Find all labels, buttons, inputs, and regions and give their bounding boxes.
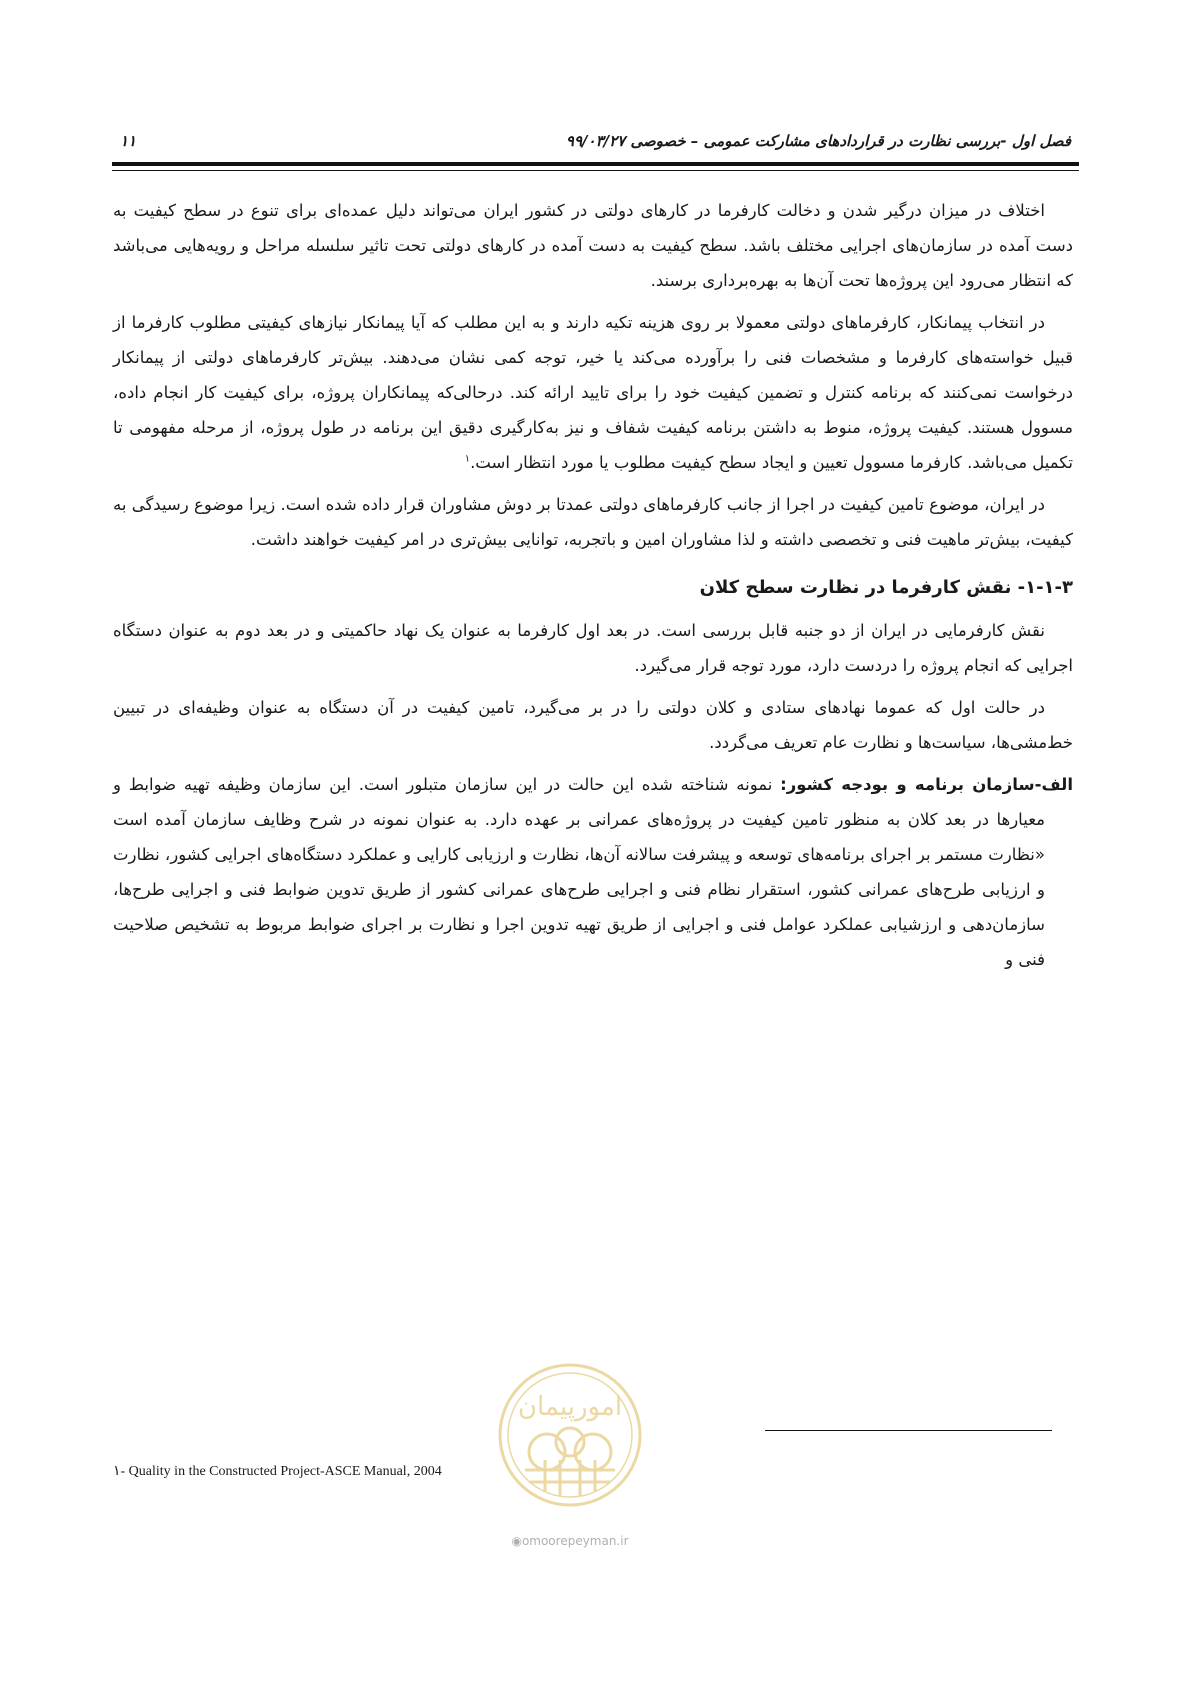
watermark-logo-text: امورپیمان: [517, 1392, 623, 1422]
section-paragraph-2: در حالت اول که عموما نهادهای ستادی و کلان دولتی را در بر می‌گیرد، تامین کیفیت در آن دستگاه به عنوان وظیفه‌ای در تبیین خط‌مشی‌ها، سیاست‌ها و نظارت عام تعریف می‌گردد.: [113, 698, 1073, 752]
running-header-title: فصل اول -بررسی نظارت در قراردادهای مشارکت عمومی – خصوصی ۹۹/۰۳/۲۷: [565, 132, 1071, 150]
list-item-a-label: الف-سازمان برنامه و بودجه کشور:: [780, 775, 1073, 794]
header-rule-thick: [112, 162, 1079, 166]
list-item-a-text: نمونه شناخته شده این حالت در این سازمان متبلور است. این سازمان وظیفه تهیه ضوابط و معیارها در بعد کلان به منظور تامین کیفیت در پروژه‌های عمرانی بر عهده دارد. به عنوان نمونه در شرح وظایف سازمان آمده است «نظارت مستمر بر اجرای برنامه‌های توسعه و پیشرفت سالانه آن‌ها، نظارت و ارزیابی کارایی و عملکرد دستگاه‌های اجرایی کشور، نظارت و ارزیابی طرح‌های عمرانی کشور، استقرار نظام فنی و اجرایی طرح‌های عمرانی کشور از طریق تدوین ضوابط فنی و اجرایی طرح‌ها، سازمان‌دهی و ارزشیابی عملکرد عوامل فنی و اجرایی از طریق تهیه تدوین اجرا و نظارت بر اجرای ضوابط مربوط به تشخیص صلاحیت فنی و: [113, 775, 1045, 969]
body-text: [113, 193, 1073, 984]
footnote-rule: [765, 1430, 1052, 1431]
watermark-logo: [495, 1360, 645, 1510]
paragraph-1: اختلاف در میزان درگیر شدن و دخالت کارفرما در کارهای دولتی در کشور ایران می‌تواند دلیل عمده‌ای برای تنوع در سطح کیفیت به دست آمده در سازمان‌های اجرایی مختلف باشد. سطح کیفیت به دست آمده در کارهای دولتی تحت تاثیر سلسله مراحل و رویه‌هایی می‌باشد که انتظار می‌رود این پروژه‌ها تحت آن‌ها به بهره‌برداری برسند.: [113, 201, 1073, 290]
watermark-url: [470, 1534, 670, 1548]
section-paragraph-1: نقش کارفرمایی در ایران از دو جنبه قابل بررسی است. در بعد اول کارفرما به عنوان یک نهاد حاکمیتی و در بعد دوم به عنوان دستگاه اجرایی که انجام پروژه را دردست دارد، مورد توجه قرار می‌گیرد.: [113, 621, 1073, 675]
paragraph-3: در ایران، موضوع تامین کیفیت در اجرا از جانب کارفرماهای دولتی عمدتا بر دوش مشاوران قرار داده شده است. زیرا موضوع رسیدگی به کیفیت، بیش‌تر ماهیت فنی و تخصصی داشته و لذا مشاوران امین و باتجربه، توانایی بیش‌تری در امر کیفیت خواهند داشت.: [113, 495, 1073, 549]
page-number: ۱۱: [120, 132, 137, 150]
paragraph-2-text: در انتخاب پیمانکار، کارفرماهای دولتی معمولا بر روی هزینه تکیه دارند و به این مطلب که آیا پیمانکار نیازهای کیفیتی مطلوب کارفرما از قبیل خواسته‌های کارفرما و مشخصات فنی را برآورده می‌کند یا خیر، توجه کمی نشان می‌دهند. بیش‌تر کارفرماهای دولتی از پیمانکار درخواست نمی‌کنند که برنامه کنترل و تضمین کیفیت خود را برای تایید ارائه کند. درحالی‌که پیمانکاران پروژه، برای کیفیت کار انجام داده، مسوول هستند. کیفیت پروژه، منوط به داشتن برنامه کیفیت شفاف و نیز به‌کارگیری دقیق این برنامه در طول پروژه، از مرحله مفهومی تا تکمیل می‌باشد. کارفرما مسوول تعیین و ایجاد سطح کیفیت مطلوب یا مورد انتظار است.: [113, 313, 1073, 472]
watermark-url-text: omoorepeyman.ir: [521, 1534, 629, 1548]
paragraph-2: [113, 305, 1073, 480]
footnote-reference: ۱: [464, 453, 471, 465]
footnote-text: ۱- Quality in the Constructed Project-ASCE Manual, 2004: [113, 1464, 442, 1479]
header-rule-thin: [112, 170, 1079, 171]
watermark-seal-icon: [495, 1360, 645, 1510]
section-heading: ۱-۱-۳- نقش کارفرما در نظارت سطح کلان: [699, 577, 1073, 598]
globe-icon: ◉: [511, 1534, 522, 1548]
list-item-a: [113, 767, 1073, 977]
